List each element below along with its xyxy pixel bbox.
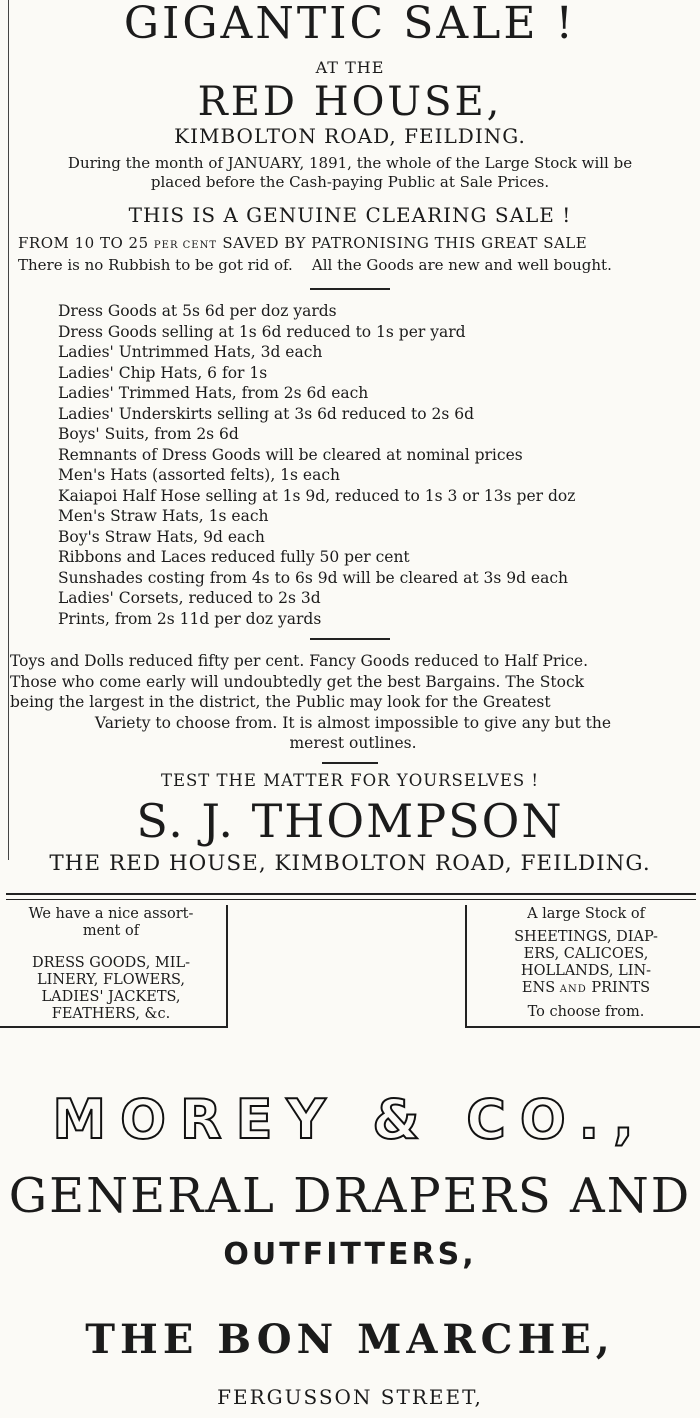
clearing-sale-notice: THIS IS A GENUINE CLEARING SALE ! [128,203,572,227]
list-item: Ladies' Corsets, reduced to 2s 3d [58,589,321,607]
list-item: Remnants of Dress Goods will be cleared at nominal prices [58,445,523,464]
list-item: Prints, from 2s 11d per doz yards [58,609,322,628]
list-item: Ladies' Trimmed Hats, from 2s 6d each [58,384,369,402]
intro-line-1: During the month of JANUARY, 1891, the whole of the Large Stock will be [67,154,633,172]
box-word: ENS [521,980,556,996]
divider [310,638,390,640]
box-line: ERS, CALICOES, [523,946,649,962]
drapers-heading: GENERAL DRAPERS AND [8,1168,692,1224]
savings-prefix: FROM 10 TO 25 [18,234,149,252]
list-item: Ribbons and Laces reduced fully 50 per cent [58,548,410,566]
box-line: LINERY, FLOWERS, [36,972,186,988]
no-rubbish-line [18,256,612,274]
street-address: FERGUSSON STREET, [217,1385,483,1409]
test-matter: TEST THE MATTER FOR YOURSELVES ! [160,771,540,790]
list-item: Men's Straw Hats, 1s each [58,507,269,525]
list-item: Men's Hats (assorted felts), 1s each [58,466,340,484]
box-line: A large Stock of [527,906,645,922]
rubbish-b: All the Goods are new and well bought. [311,256,612,274]
box-right-border [465,905,467,1027]
box-line: To choose from. [527,1004,645,1020]
paragraph-line: Those who come early will undoubtedly get the best Bargains. The Stock [10,672,585,691]
box-line: We have a nice assort- [28,906,194,922]
list-item: Dress Goods at 5s 6d per doz yards [58,302,337,320]
list-item: Ladies' Untrimmed Hats, 3d each [58,343,323,361]
box-right-bottom [465,1026,700,1028]
box-line: ment of [82,923,140,939]
proprietor-name: S. J. THOMPSON [136,794,564,848]
box-word-small: AND [559,984,587,995]
box-line: LADIES' JACKETS, [41,989,181,1005]
sale-items-list [58,301,575,629]
section-divider-thin [6,899,696,900]
box-line: FEATHERS, &c. [51,1006,171,1022]
intro-line-2: placed before the Cash-paying Public at Sale Prices. [150,173,550,191]
list-item: Dress Goods selling at 1s 6d reduced to 1s per yard [58,322,466,341]
headline: GIGANTIC SALE ! [123,0,577,49]
list-item: Kaiapoi Half Hose selling at 1s 9d, reduced to 1s 3 or 13s per doz [58,486,576,505]
toys-paragraph [10,651,696,754]
paragraph-line: Toys and Dolls reduced fifty per cent. Fancy Goods reduced to Half Price. [10,652,589,670]
box-right [472,906,700,1021]
divider [322,762,378,764]
list-item: Sunshades costing from 4s to 6s 9d will be cleared at 3s 9d each [58,568,569,587]
rubbish-a: There is no Rubbish to be got rid of. [18,256,293,274]
box-left [0,906,222,1023]
paragraph-line: merest outlines. [289,734,417,752]
savings-line [18,234,587,252]
list-item: Boys' Suits, from 2s 6d [58,425,239,443]
divider [310,288,390,290]
paragraph-line: being the largest in the district, the Public may look for the Greatest [10,693,551,711]
list-item: Ladies' Chip Hats, 6 for 1s [58,363,268,382]
box-line [472,980,700,998]
box-word: PRINTS [591,980,651,996]
section-divider [6,893,696,895]
proprietor-address: THE RED HOUSE, KIMBOLTON ROAD, FEILDING. [49,851,651,876]
list-item: Boy's Straw Hats, 9d each [58,527,265,546]
store-address: KIMBOLTON ROAD, FEILDING. [174,124,526,148]
box-left-border [226,905,228,1027]
box-left-bottom [0,1026,228,1028]
bon-marche-heading: THE BON MARCHE, [85,1316,615,1363]
morey-heading: MOREY & CO., [52,1088,648,1151]
store-name: RED HOUSE, [197,79,503,125]
list-item: Ladies' Underskirts selling at 3s 6d reduced to 2s 6d [58,404,474,423]
box-line: HOLLANDS, LIN- [520,963,652,979]
paragraph-line: Variety to choose from. It is almost impossible to give any but the [94,713,612,732]
outfitters-heading: OUTFITTERS, [223,1237,477,1272]
savings-small: PER CENT [153,240,218,251]
savings-suffix: SAVED BY PATRONISING THIS GREAT SALE [222,234,588,252]
box-line: DRESS GOODS, MIL- [31,955,191,971]
at-the: AT THE [315,58,385,77]
box-line: SHEETINGS, DIAP- [514,929,658,945]
